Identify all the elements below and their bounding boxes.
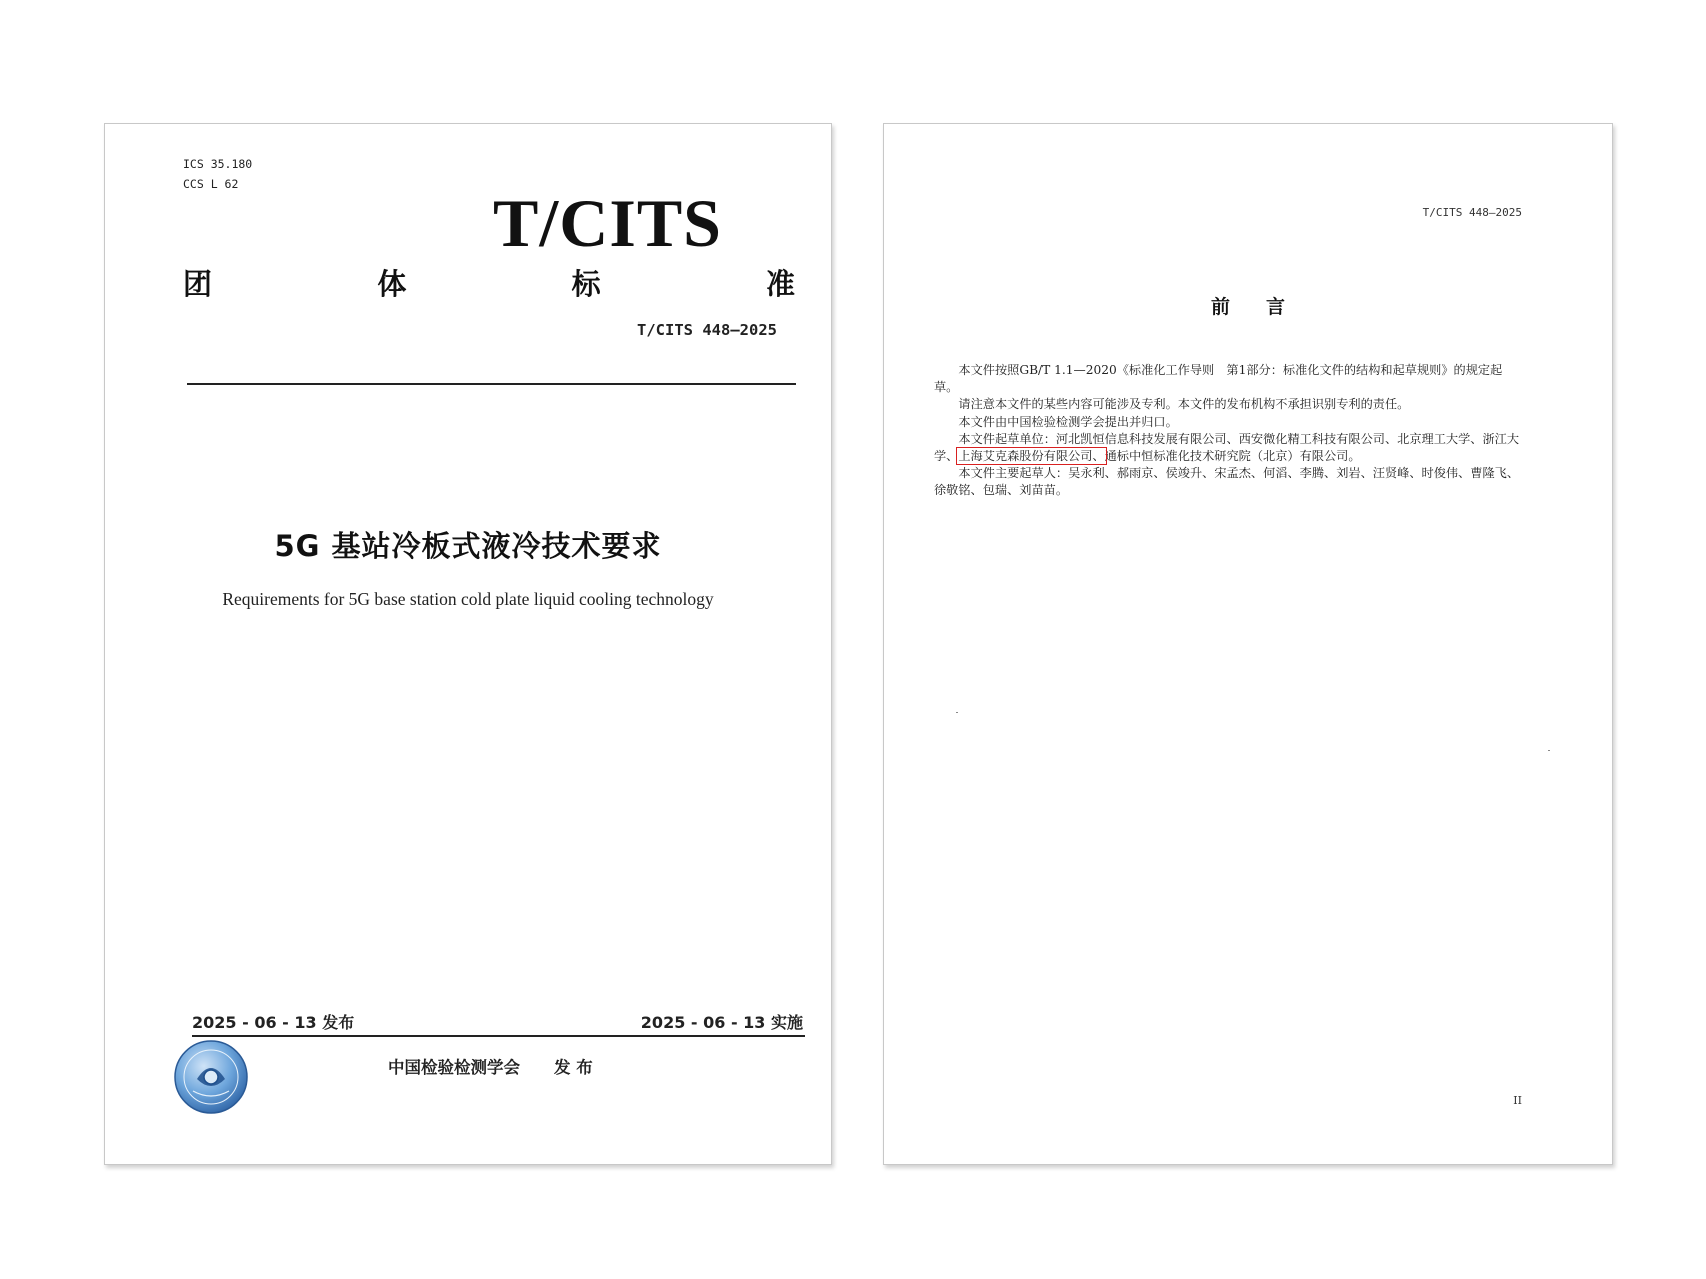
divider <box>187 383 796 385</box>
preface-body <box>934 362 1524 500</box>
standard-brand: T/CITS <box>493 185 722 261</box>
standard-number: T/CITS 448—2025 <box>637 321 777 339</box>
ics-code: ICS 35.180 <box>183 157 253 171</box>
scan-speck <box>956 712 958 713</box>
preface-title <box>884 292 1612 319</box>
issue-date: 2025 - 06 - 13 发布 <box>192 1013 355 1032</box>
standard-type-char: 准 <box>765 267 795 301</box>
seal-icon <box>173 1039 249 1115</box>
publisher-name: 中国检验检测学会 <box>388 1058 520 1077</box>
standard-type <box>183 262 795 302</box>
page-number: II <box>1513 1094 1522 1107</box>
preface-paragraph: 本文件按照GB/T 1.1—2020《标准化工作导则 第1部分：标准化文件的结构和起草规则》的规定起草。 <box>934 363 1503 395</box>
cover-page <box>104 123 832 1165</box>
standard-type-char: 标 <box>571 267 601 301</box>
preface-paragraph: 本文件由中国检验检测学会提出并归口。 <box>958 414 1178 429</box>
drafters-paragraph: 本文件主要起草人：吴永利、郝雨京、侯竣升、宋孟杰、何滔、李腾、刘岩、汪贤峰、时俊伟、曹隆飞、徐敬铭、包瑞、刘苗苗。 <box>934 466 1520 498</box>
standard-type-char: 团 <box>183 267 213 301</box>
highlighted-company: 上海艾克森股份有限公司、 <box>958 449 1105 464</box>
publish-label: 发 布 <box>554 1058 593 1077</box>
drafting-units-text-end: 通标中恒标准化技术研究院（北京）有限公司。 <box>1104 449 1361 464</box>
implementation-date: 2025 - 06 - 13 实施 <box>640 1013 803 1032</box>
publisher <box>388 1054 593 1078</box>
preface-title-left: 前 <box>1210 296 1230 318</box>
classification-codes <box>183 154 252 194</box>
preface-paragraph: 请注意本文件的某些内容可能涉及专利。本文件的发布机构不承担识别专利的责任。 <box>958 397 1410 412</box>
preface-page <box>883 123 1613 1165</box>
scan-speck <box>1548 750 1550 751</box>
document-title-en: Requirements for 5G base station cold plate liquid cooling technology <box>222 589 714 609</box>
drafting-units-text: 本文件起草单位：河北凯恒信息科技发展有限公司、西安微化精工科技有限公司、北京理工大学、浙江大学、 <box>934 431 1520 464</box>
header-standard-number: T/CITS 448—2025 <box>1422 206 1522 219</box>
drafting-units-paragraph <box>934 431 1524 465</box>
divider <box>192 1035 805 1037</box>
ccs-code: CCS L 62 <box>183 177 239 191</box>
standard-type-char: 体 <box>377 267 407 301</box>
preface-title-right: 言 <box>1266 296 1286 318</box>
document-title-cn: 5G 基站冷板式液冷技术要求 <box>274 529 662 563</box>
